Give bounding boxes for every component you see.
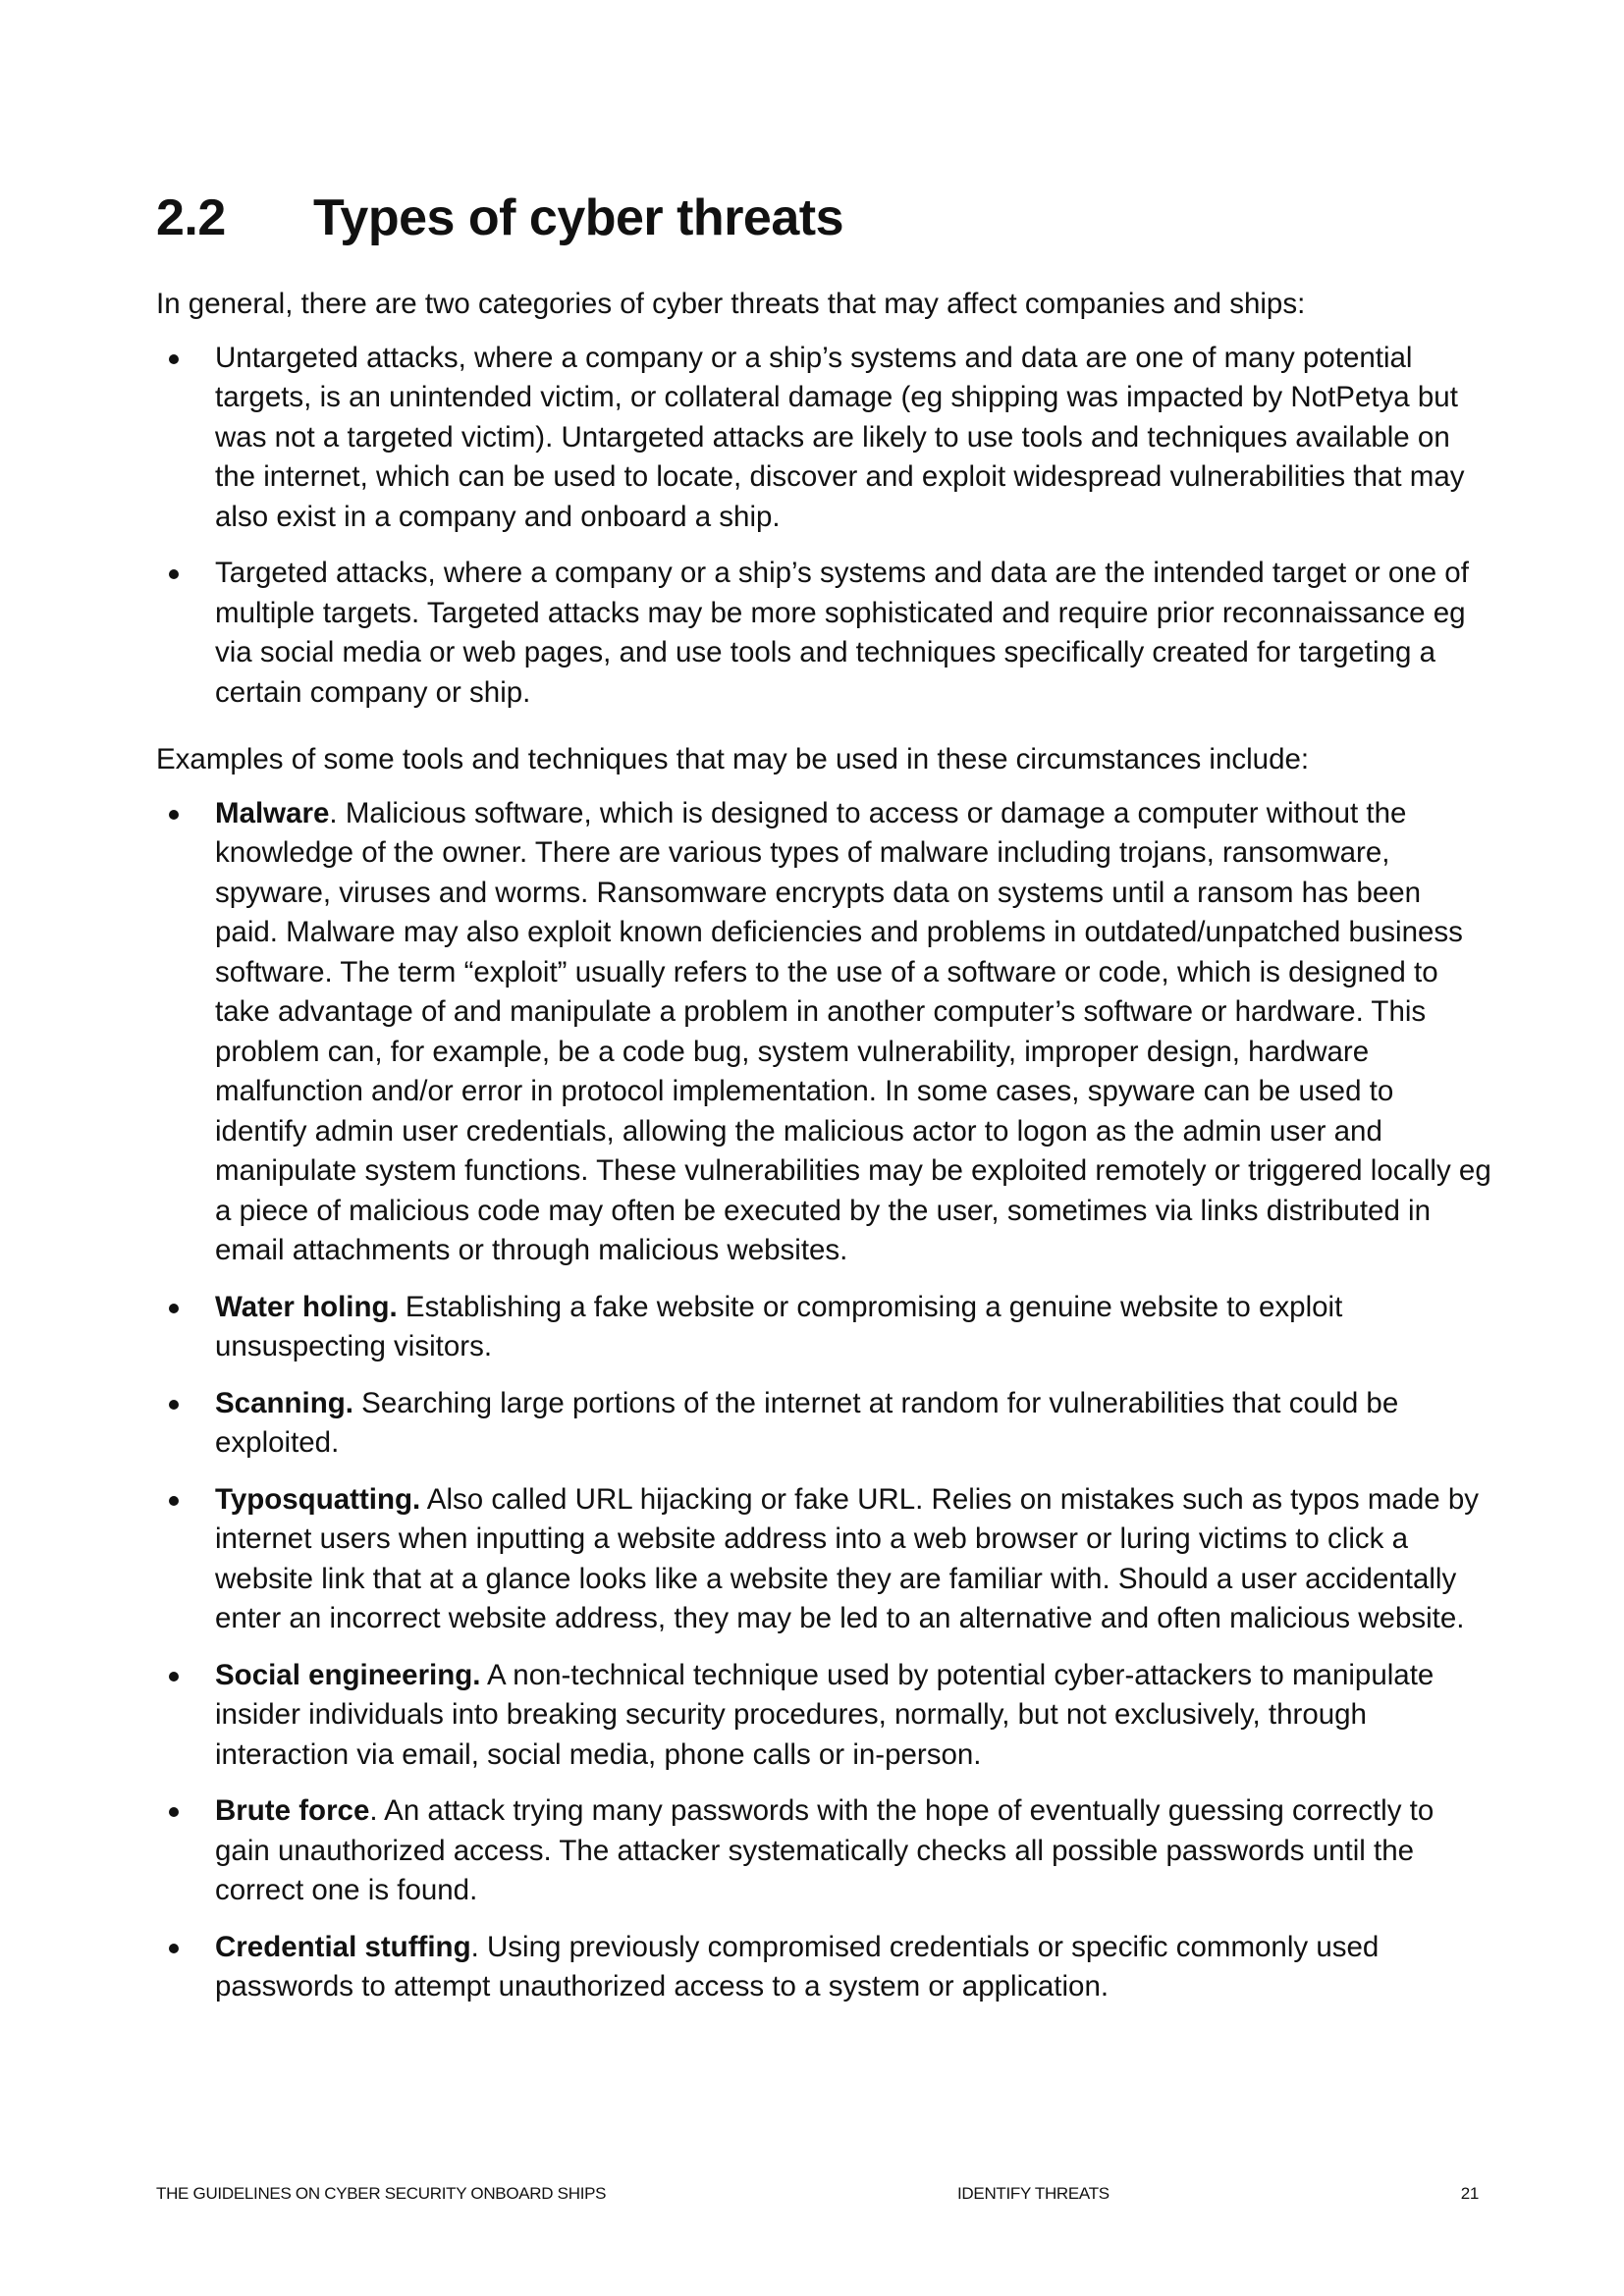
bullet-icon	[169, 810, 179, 820]
list-item: Brute force. An attack trying many passwords with the hope of eventually guessing correctly to gain unauthorized access. The attacker systematically checks all possible passwords until the correct one is found.	[156, 1791, 1491, 1911]
term-label: Water holing.	[215, 1290, 398, 1323]
threat-categories-list	[156, 339, 1491, 714]
section-title: Types of cyber threats	[313, 189, 844, 246]
list-item: Social engineering. A non-technical technique used by potential cyber-attackers to manipulate insider individuals into breaking security procedures, normally, but not exclusively, through interaction via email, social media, phone calls or in-person.	[156, 1656, 1491, 1776]
list-item: Water holing. Establishing a fake website or compromising a genuine website to exploit unsuspecting visitors.	[156, 1288, 1491, 1367]
bullet-icon	[169, 1672, 179, 1682]
term-label: Brute force	[215, 1794, 370, 1827]
section-number: 2.2	[156, 189, 226, 246]
bullet-icon	[169, 1496, 179, 1506]
footer-page-number: 21	[1460, 2184, 1479, 2203]
list-item: Targeted attacks, where a company or a ship’s systems and data are the intended target or one of multiple targets. Targeted attacks may be more sophisticated and require prior reconnaissance eg via social media or web pages, and use tools and techniques specifically created for targeting a certain company or ship.	[156, 554, 1491, 713]
footer-document-title: THE GUIDELINES ON CYBER SECURITY ONBOARD SHIPS	[156, 2184, 607, 2203]
term-label: Typosquatting.	[215, 1482, 421, 1516]
bullet-icon	[169, 1807, 179, 1817]
bullet-icon	[169, 354, 179, 364]
bullet-icon	[169, 1944, 179, 1953]
section-heading	[156, 188, 843, 247]
examples-intro-paragraph: Examples of some tools and techniques that may be used in these circumstances include:	[156, 743, 1310, 775]
list-item: Malware. Malicious software, which is designed to access or damage a computer without the knowledge of the owner. There are various types of malware including trojans, ransomware, spyware, viruses and worms. Ransomware encrypts data on systems until a ransom has been paid. Malware may also exploit known deficiencies and problems in outdated/unpatched business software. The term “exploit” usually refers to the use of a software or code, which is designed to take advantage of and manipulate a problem in another computer’s software or hardware. This problem can, for example, be a code bug, system vulnerability, improper design, hardware malfunction and/or error in protocol implementation. In some cases, spyware can be used to identify admin user credentials, allowing the malicious actor to logon as the admin user and manipulate system functions. These vulnerabilities may be exploited remotely or triggered locally eg a piece of malicious code may often be executed by the user, sometimes via links distributed in email attachments or through malicious websites.	[156, 794, 1491, 1271]
term-label: Credential stuffing	[215, 1930, 471, 1963]
bullet-icon	[169, 1400, 179, 1410]
term-label: Scanning.	[215, 1386, 353, 1419]
techniques-list	[156, 794, 1491, 2007]
term-label: Social engineering.	[215, 1658, 481, 1691]
term-label: Malware	[215, 796, 330, 829]
bullet-icon	[169, 1304, 179, 1313]
footer-chapter: IDENTIFY THREATS	[957, 2184, 1110, 2203]
bullet-icon	[169, 569, 179, 579]
list-item: Credential stuffing. Using previously compromised credentials or specific commonly used passwords to attempt unauthorized access to a system or application.	[156, 1928, 1491, 2007]
list-item: Scanning. Searching large portions of the internet at random for vulnerabilities that could be exploited.	[156, 1384, 1491, 1464]
list-item: Untargeted attacks, where a company or a ship’s systems and data are one of many potential targets, is an unintended victim, or collateral damage (eg shipping was impacted by NotPetya but was not a targeted victim). Untargeted attacks are likely to use tools and techniques available on the internet, which can be used to locate, discover and exploit widespread vulnerabilities that may also exist in a company and onboard a ship.	[156, 339, 1491, 538]
list-item: Typosquatting. Also called URL hijacking or fake URL. Relies on mistakes such as typos made by internet users when inputting a website address into a web browser or luring victims to click a website link that at a glance looks like a website they are familiar with. Should a user accidentally enter an incorrect website address, they may be led to an alternative and often malicious website.	[156, 1480, 1491, 1639]
body-content	[156, 285, 1491, 2024]
intro-paragraph: In general, there are two categories of cyber threats that may affect companies and ships:	[156, 288, 1306, 320]
